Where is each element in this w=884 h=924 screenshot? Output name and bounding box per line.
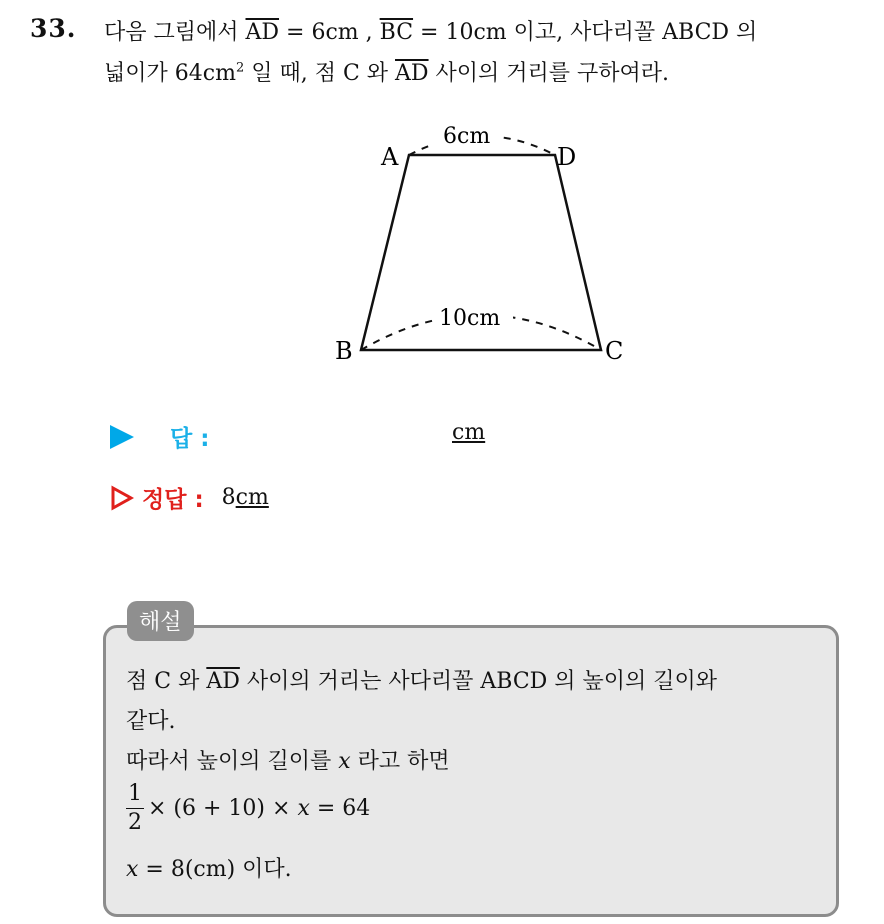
question-number: 33. — [30, 14, 77, 43]
segment-bc: $\overline{BC}$ — [379, 20, 414, 45]
solution-tag: 해설 — [127, 601, 194, 641]
segment-ad: $\overline{AD}$ — [395, 61, 429, 86]
solution-line-3: 따라서 높이의 길이를 x 라고 하면 — [126, 749, 450, 774]
vertex-c-label: C — [605, 337, 624, 365]
segment-ad: $\overline{AD}$ — [245, 20, 280, 45]
solution-final: x = 8(cm) 이다. — [126, 857, 292, 882]
fraction-half: $\frac{1}{2}$ — [128, 781, 142, 835]
question-line-2: 넓이가 $64cm^2$ 일 때, 점 C 와 $\overline{AD}$ 사이의 거리를 구하여라. — [104, 60, 670, 86]
answer-label: 답 : — [170, 426, 210, 452]
question-line-1: 다음 그림에서 $\overline{AD} = 6cm$ , $\overline{BC} = 10cm$ 이고, 사다리꼴 ABCD 의 — [104, 20, 758, 45]
solution-line-2: 같다. — [126, 709, 176, 734]
correct-answer-label: 정답 : — [142, 487, 204, 513]
bottom-length-label: 10cm — [439, 306, 501, 331]
top-length-label: 6cm — [443, 124, 491, 149]
correct-answer-value: 8 — [221, 485, 236, 510]
correct-answer-unit: cm — [235, 485, 269, 510]
play-arrow-icon — [110, 425, 134, 449]
vertex-d-label: D — [557, 143, 577, 171]
outline-arrow-icon — [110, 485, 134, 511]
answer-row — [110, 420, 209, 453]
correct-answer-row — [110, 481, 269, 514]
trapezoid-figure — [325, 115, 645, 380]
solution-line-1: 점 C 와 $\overline{AD}$ 사이의 거리는 사다리꼴 ABCD 의 높이의 길이와 — [126, 669, 718, 694]
solution-equation: $\frac{1}{2}$ × (6 + 10) × x = 64 — [128, 781, 371, 835]
segment-ad: $\overline{AD}$ — [206, 669, 240, 694]
vertex-a-label: A — [381, 143, 399, 171]
vertex-b-label: B — [335, 337, 353, 365]
answer-unit-blank: cm — [452, 420, 486, 445]
